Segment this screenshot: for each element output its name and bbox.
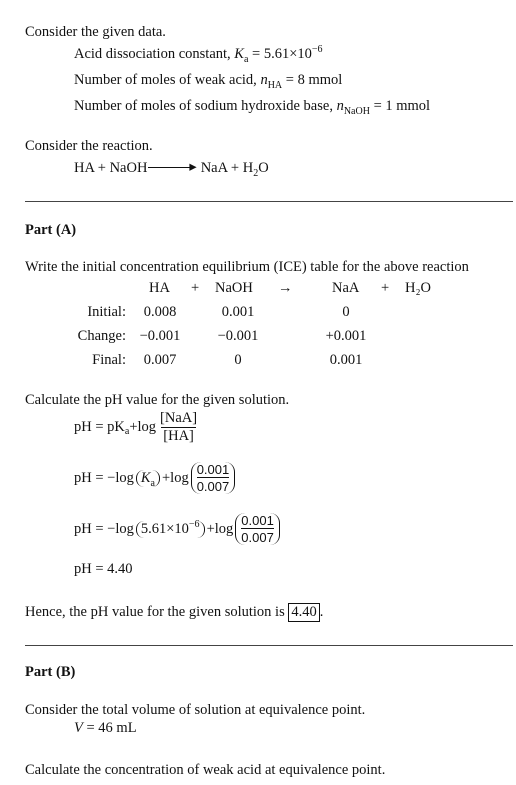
ka-label: Acid dissociation constant, [74,46,231,62]
ka-value: = 5.61×10 [252,46,312,62]
nha-label: Number of moles of weak acid, [74,72,257,88]
ice-header-ha: HA [149,280,170,296]
ice-header-naoh: NaOH [215,280,253,296]
nha-line: Number of moles of weak acid, $n_{HA} = 8$ mmol [74,72,343,91]
eq2-denominator: 0.007 [196,479,230,494]
ph-intro: Calculate the pH value for the given solution. [25,392,290,408]
ice-cell: +0.001 [325,328,367,344]
eq1-numerator: [NaA] [160,410,198,426]
eq3-ka-exponent: −6 [188,518,200,530]
eq3-lhs: pH = −log [74,520,134,537]
answer-box: 4.40 [288,603,319,622]
ph-equation-3 [74,513,280,545]
part-b-title: Part (B) [25,664,76,680]
volume-symbol: V [74,720,83,736]
ka-exponent: −6 [311,44,323,56]
eq2-numerator: 0.001 [196,462,230,477]
part-a-title: Part (A) [25,222,77,238]
ka-symbol: K [234,46,244,62]
ph-result: pH = 4.40 [74,561,133,577]
ice-header-h2o: H₂O [405,280,431,296]
ph-equation-1: pH = pK $_a$ +log $\frac{\text{[NaA]}}{[HA]}$ [74,410,198,444]
ice-cell: 0 [234,352,242,368]
ice-header-naa: NaA [332,280,360,296]
volume-equation [74,720,137,737]
ice-cell: 0.001 [329,352,363,368]
ice-row-change-label: Change: [77,328,126,344]
ka-line: Acid dissociation constant, $K_a = 5.61\times 10^{-6}$ [74,44,323,65]
reaction-rhs: NaA + H [200,160,254,176]
eq2-fraction [191,462,236,494]
given-intro: Consider the given data. [25,24,166,40]
reaction-lhs: HA + NaOH [74,160,148,176]
ice-header-plus2: + [381,280,390,296]
eq3-plus-log: +log [206,520,234,537]
ice-cell: −0.001 [139,328,181,344]
divider [25,201,513,202]
ice-header-arrow: → [278,280,293,296]
reaction-rhs-end: O [258,160,269,176]
eq1-log: +log [129,419,157,435]
ice-intro: Write the initial concentration equilibrium (ICE) table for the above reaction [25,259,469,275]
volume-value: = 46 mL [86,720,137,736]
ice-row-final-label: Final: [92,352,126,368]
ice-header-plus: + [191,280,200,296]
nha-value: = 8 mmol [285,72,343,88]
nnaoh-line: Number of moles of sodium hydroxide base, $n_{NaOH} = 1$ mmol [74,98,431,117]
reaction-arrow-icon [148,167,192,168]
eq3-ka-value: 5.61×10 [140,520,189,537]
eq2-ka-paren: $K_a$ [136,470,160,487]
ice-cell: 0.008 [143,304,177,320]
ice-cell: 0.007 [143,352,177,368]
ice-row-initial-label: Initial: [87,304,126,320]
conclusion-text: Hence, the pH value for the given solution is [25,604,285,620]
nnaoh-value: = 1 mmol [373,98,431,114]
eq1-denominator: [HA] [163,428,194,444]
reaction-equation: HA + NaOH ▸ NaA + $H_2O$ [74,159,269,179]
arrowhead-icon: ▸ [189,159,197,175]
ice-cell: 0.001 [221,304,255,320]
eq2-plus-log: +log [161,469,189,486]
eq3-denominator: 0.007 [241,530,274,545]
ice-cell: 0 [342,304,350,320]
eq3-numerator: 0.001 [241,513,274,528]
nha-symbol: n [260,72,268,88]
reaction-intro: Consider the reaction. [25,138,153,154]
ph-equation-2 [74,462,235,494]
conc-intro: Calculate the concentration of weak acid at equivalence point. [25,762,386,778]
eq2-lhs: pH = −log [74,469,134,486]
eq3-ka-paren [136,518,205,538]
divider [25,645,513,646]
nnaoh-symbol: n [336,98,344,114]
eq1-fraction [158,410,199,445]
eq1-lhs: pH = pK [74,419,125,435]
ice-cell: −0.001 [217,328,259,344]
eq3-fraction [235,513,280,545]
nnaoh-label: Number of moles of sodium hydroxide base, [74,98,333,114]
volume-intro: Consider the total volume of solution at equivalence point. [25,702,366,718]
conclusion-line: Hence, the pH value for the given solution is 4.40 . [25,604,324,620]
